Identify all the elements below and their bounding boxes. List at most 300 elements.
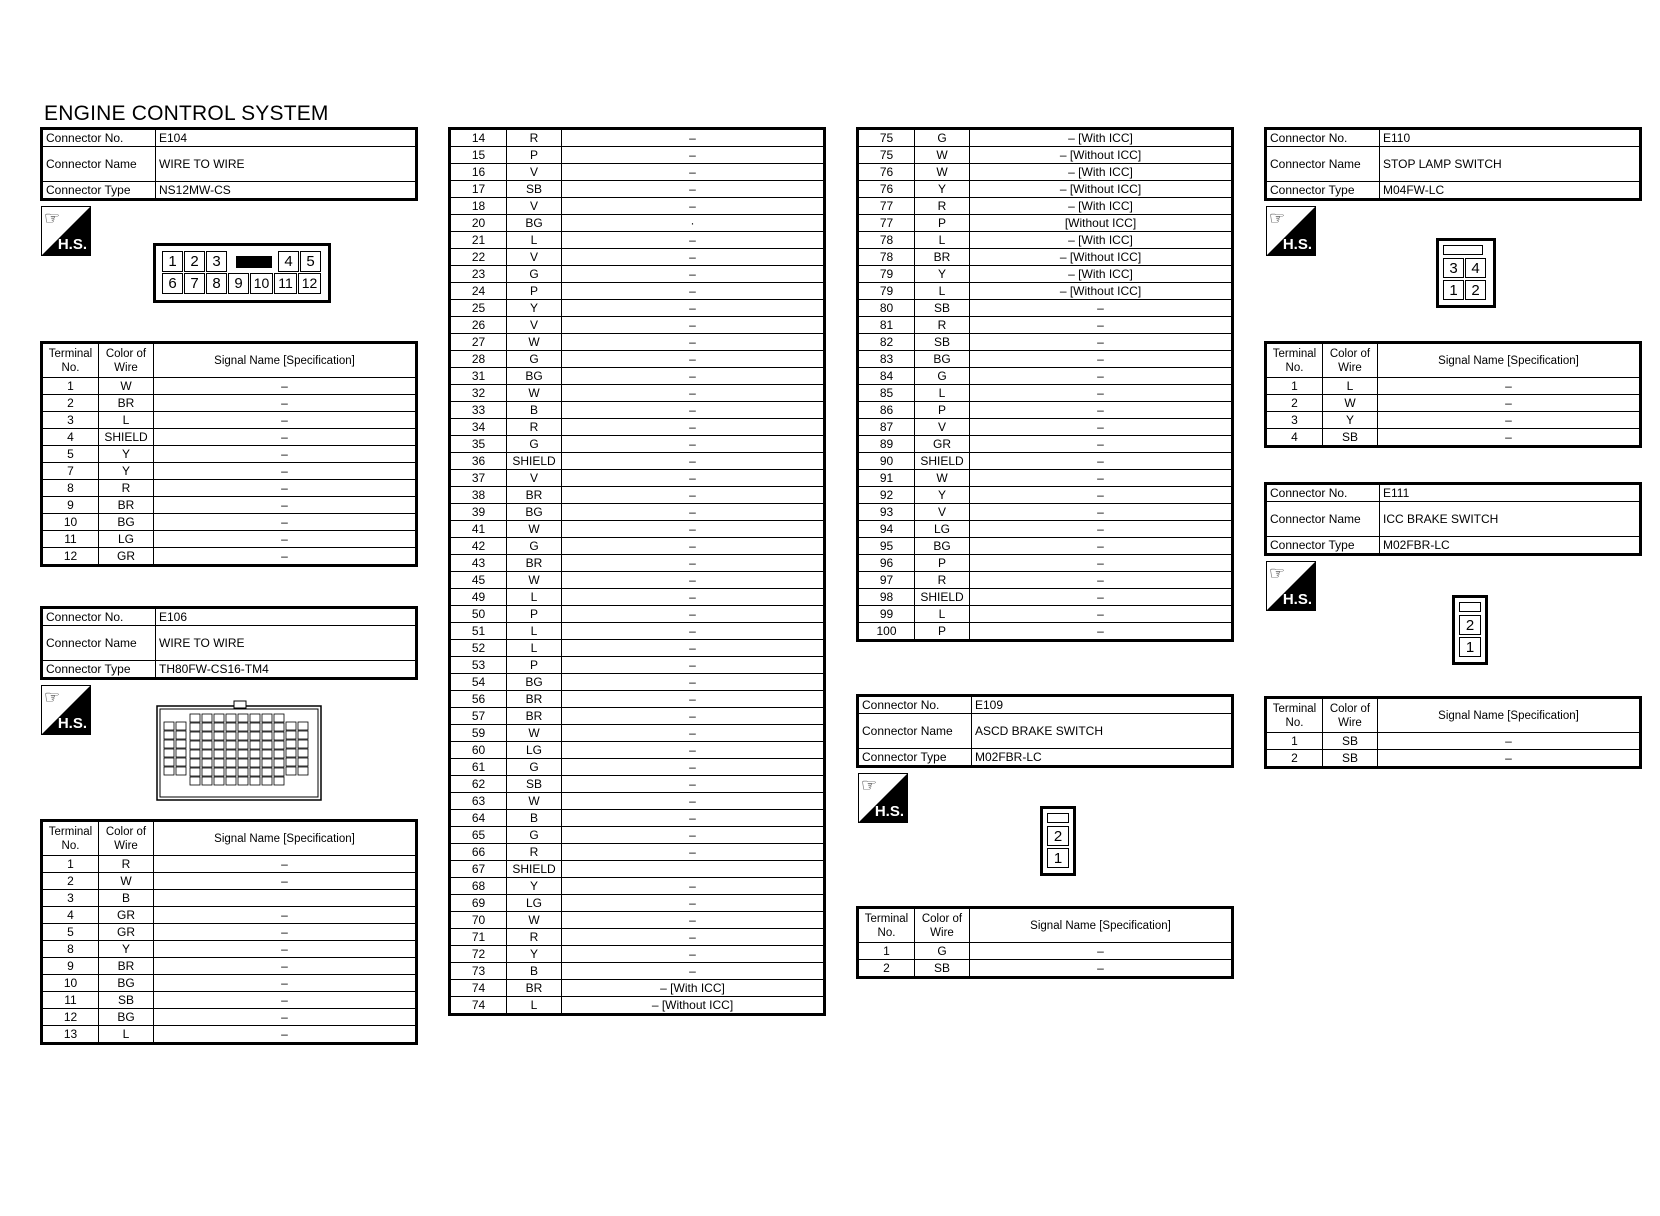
wire-color-cell: W [507,912,562,929]
terminal-no-cell: 35 [450,436,507,453]
terminal-no-header: Terminal No. [1266,343,1323,378]
wire-color-cell: G [507,351,562,368]
signal-name-cell: – [970,572,1233,589]
table-row [1266,429,1641,447]
terminal-no-cell: 14 [450,129,507,147]
signal-name-cell: – [562,283,825,300]
wire-color-cell: BR [507,555,562,572]
connector-no-value: E106 [156,608,417,626]
connector-type-value: TH80FW-CS16-TM4 [156,661,417,679]
signal-name-cell: – [1378,412,1641,429]
wire-color-cell: BG [915,538,970,555]
terminal-no-cell: 52 [450,640,507,657]
e106-terminal-table-continued-2 [856,127,1234,642]
signal-name-cell: – [562,725,825,742]
wire-color-cell: BG [99,1009,154,1026]
table-row [450,147,825,164]
wire-color-cell: W [507,334,562,351]
terminal-no-cell: 83 [858,351,915,368]
signal-name-cell: – [970,317,1233,334]
table-row [450,963,825,980]
terminal-no-cell: 27 [450,334,507,351]
terminal-no-cell: 4 [1266,429,1323,447]
table-row [450,640,825,657]
signal-name-cell: – [With ICC] [970,232,1233,249]
connector-type-label: Connector Type [858,749,972,767]
wire-color-cell: G [507,266,562,283]
table-row [42,924,417,941]
terminal-no-cell: 26 [450,317,507,334]
signal-name-cell: – [970,385,1233,402]
signal-name-cell: – [562,266,825,283]
terminal-no-cell: 20 [450,215,507,232]
signal-name-cell: – [Without ICC] [970,181,1233,198]
wire-color-cell: V [507,198,562,215]
signal-name-cell: – [562,521,825,538]
wire-color-cell: R [99,856,154,873]
connector-name-value: WIRE TO WIRE [156,626,417,661]
terminal-no-cell: 82 [858,334,915,351]
signal-name-cell: – [Without ICC] [970,249,1233,266]
e111-terminal-table [1264,696,1642,769]
terminal-no-cell: 54 [450,674,507,691]
table-row [450,589,825,606]
wire-color-cell: BG [99,975,154,992]
table-row [450,504,825,521]
signal-name-cell: – [970,419,1233,436]
signal-name-cell: – [1378,750,1641,768]
terminal-no-cell: 93 [858,504,915,521]
wire-color-cell: BG [915,351,970,368]
pin: 8 [206,273,227,294]
wire-color-cell: G [915,943,970,960]
wire-color-cell: G [507,827,562,844]
signal-name-cell: – [562,844,825,861]
signal-name-cell: – [562,181,825,198]
wire-color-cell: Y [99,941,154,958]
connector-type-label: Connector Type [1266,537,1380,555]
wire-color-cell: R [507,129,562,147]
table-row [450,606,825,623]
pin: 4 [278,251,299,272]
connector-name-value: ASCD BRAKE SWITCH [972,714,1233,749]
wire-color-cell: P [915,402,970,419]
signal-name-cell: – [154,497,417,514]
terminal-no-cell: 10 [42,514,99,531]
terminal-no-cell: 49 [450,589,507,606]
e104-terminal-table [40,341,418,567]
signal-name-cell: – [562,504,825,521]
terminal-no-cell: 99 [858,606,915,623]
pin: 12 [298,273,321,294]
wire-color-cell: SB [1323,733,1378,750]
terminal-no-cell: 3 [42,412,99,429]
terminal-no-cell: 9 [42,497,99,514]
signal-name-cell: – [154,992,417,1009]
pin: 11 [274,273,297,294]
key-block [236,256,272,268]
table-row [42,992,417,1009]
table-row [858,147,1233,164]
connector-no-value: E104 [156,129,417,147]
pin: 1 [1443,280,1464,300]
signal-name-cell: – [1378,378,1641,395]
signal-name-cell: – [970,402,1233,419]
terminal-no-cell: 79 [858,266,915,283]
pin: 1 [162,251,183,272]
terminal-no-cell: 77 [858,198,915,215]
terminal-no-cell: 85 [858,385,915,402]
terminal-no-cell: 68 [450,878,507,895]
table-row [42,446,417,463]
signal-name-header: Signal Name [Specification] [154,343,417,378]
e110-info-table [1264,127,1642,201]
terminal-no-cell: 86 [858,402,915,419]
terminal-no-cell: 1 [42,856,99,873]
wire-color-cell: LG [915,521,970,538]
table-row [450,810,825,827]
e106-info-table [40,606,418,680]
signal-name-cell: – [970,555,1233,572]
signal-name-cell: – [154,975,417,992]
table-row [450,300,825,317]
terminal-no-cell: 89 [858,436,915,453]
signal-name-cell: – [562,810,825,827]
wire-color-cell: BR [915,249,970,266]
signal-name-cell: – [154,463,417,480]
color-of-wire-header: Color of Wire [99,343,154,378]
signal-name-cell: – [970,351,1233,368]
table-row [858,521,1233,538]
terminal-no-cell: 79 [858,283,915,300]
pin: 1 [1047,848,1069,868]
terminal-no-cell: 22 [450,249,507,266]
table-row [450,555,825,572]
wire-color-cell: L [915,283,970,300]
wire-color-cell: Y [1323,412,1378,429]
terminal-no-cell: 11 [42,992,99,1009]
terminal-no-cell: 37 [450,470,507,487]
table-row [42,463,417,480]
wire-color-cell: P [507,606,562,623]
harness-side-icon: ☞ H.S. [41,206,91,256]
wire-color-cell: W [507,385,562,402]
terminal-no-cell: 3 [42,890,99,907]
terminal-no-cell: 45 [450,572,507,589]
terminal-no-cell: 72 [450,946,507,963]
e109-info-table [856,694,1234,768]
signal-name-cell: – [562,827,825,844]
table-row [858,589,1233,606]
signal-name-cell: – [With ICC] [970,164,1233,181]
wire-color-cell: SHIELD [507,861,562,878]
terminal-no-cell: 10 [42,975,99,992]
table-row [450,657,825,674]
wire-color-cell: V [507,317,562,334]
terminal-no-header: Terminal No. [1266,698,1323,733]
signal-name-cell: – [970,453,1233,470]
e109-connector-face [1040,806,1076,876]
terminal-no-cell: 41 [450,521,507,538]
signal-name-cell: – [970,521,1233,538]
connector-name-label: Connector Name [1266,147,1380,182]
wire-color-cell: G [507,436,562,453]
terminal-no-cell: 96 [858,555,915,572]
table-row [450,538,825,555]
terminal-no-cell: 91 [858,470,915,487]
signal-name-cell: – [562,946,825,963]
terminal-no-cell: 78 [858,249,915,266]
wire-color-cell: Y [507,878,562,895]
terminal-no-cell: 53 [450,657,507,674]
harness-side-icon: ☞ H.S. [1266,206,1316,256]
terminal-no-cell: 5 [42,924,99,941]
signal-name-cell: – [562,198,825,215]
signal-name-cell: · [562,215,825,232]
pin: 3 [206,251,227,272]
signal-name-cell: – [562,742,825,759]
connector-no-label: Connector No. [1266,484,1380,502]
connector-name-value: STOP LAMP SWITCH [1380,147,1641,182]
terminal-no-cell: 87 [858,419,915,436]
signal-name-cell: – [154,480,417,497]
wire-color-cell: GR [915,436,970,453]
terminal-no-cell: 60 [450,742,507,759]
terminal-no-cell: 98 [858,589,915,606]
terminal-no-cell: 24 [450,283,507,300]
color-of-wire-header: Color of Wire [99,821,154,856]
table-row [450,725,825,742]
wire-color-cell: W [99,873,154,890]
table-row [858,181,1233,198]
terminal-no-cell: 16 [450,164,507,181]
table-row [858,300,1233,317]
table-row [42,1026,417,1044]
terminal-no-cell: 61 [450,759,507,776]
table-row [450,572,825,589]
wire-color-cell: P [507,657,562,674]
table-row [450,895,825,912]
wire-color-cell: SB [915,334,970,351]
wire-color-cell: SB [99,992,154,1009]
connector-type-label: Connector Type [42,661,156,679]
wire-color-cell: Y [915,487,970,504]
table-row [858,232,1233,249]
table-row [858,385,1233,402]
signal-name-cell: – [Without ICC] [970,147,1233,164]
e110-connector-face [1436,238,1496,308]
connector-name-label: Connector Name [42,626,156,661]
wire-color-cell: SHIELD [915,589,970,606]
terminal-no-cell: 57 [450,708,507,725]
signal-name-cell: – [562,895,825,912]
table-row [450,844,825,861]
table-row [858,283,1233,300]
terminal-no-cell: 7 [42,463,99,480]
wire-color-cell: L [507,623,562,640]
terminal-no-cell: 51 [450,623,507,640]
wire-color-cell: R [507,844,562,861]
terminal-no-cell: 73 [450,963,507,980]
signal-name-header: Signal Name [Specification] [1378,698,1641,733]
connector-name-label: Connector Name [858,714,972,749]
hand-icon: ☞ [1269,563,1286,583]
wire-color-cell: L [915,232,970,249]
connector-no-label: Connector No. [42,129,156,147]
signal-name-cell: – [154,873,417,890]
signal-name-cell: – [970,300,1233,317]
wire-color-cell: SB [1323,750,1378,768]
e109-terminal-table [856,906,1234,979]
wire-color-cell: W [915,470,970,487]
table-row [858,436,1233,453]
wire-color-cell: Y [99,463,154,480]
wire-color-cell: SB [915,300,970,317]
color-of-wire-header: Color of Wire [1323,698,1378,733]
signal-name-cell: – [562,129,825,147]
pin: 2 [1459,615,1481,635]
connector-type-label: Connector Type [1266,182,1380,200]
terminal-no-cell: 70 [450,912,507,929]
wire-color-cell: SB [1323,429,1378,447]
table-row [450,351,825,368]
wire-color-cell: GR [99,548,154,566]
table-row [450,827,825,844]
signal-name-cell: – [562,776,825,793]
table-row [858,351,1233,368]
pin: 2 [1047,826,1069,846]
terminal-no-cell: 39 [450,504,507,521]
terminal-no-cell: 75 [858,147,915,164]
terminal-no-cell: 100 [858,623,915,641]
terminal-no-header: Terminal No. [858,908,915,943]
e104-connector-face [153,243,331,303]
signal-name-cell: – [562,487,825,504]
wire-color-cell: L [915,606,970,623]
signal-name-cell: – [562,929,825,946]
table-row [42,531,417,548]
wire-color-cell: BG [507,504,562,521]
wire-color-cell: B [99,890,154,907]
signal-name-cell: – [562,300,825,317]
wire-color-cell: BR [507,708,562,725]
connector-name-value: ICC BRAKE SWITCH [1380,502,1641,537]
wire-color-cell: SB [915,960,970,978]
table-row [858,555,1233,572]
wire-color-cell: BR [99,958,154,975]
terminal-no-cell: 76 [858,181,915,198]
terminal-no-cell: 2 [1266,395,1323,412]
table-row [450,742,825,759]
signal-name-cell: – [562,657,825,674]
signal-name-cell: – [Without ICC] [970,283,1233,300]
connector-name-value: WIRE TO WIRE [156,147,417,182]
signal-name-header: Signal Name [Specification] [970,908,1233,943]
signal-name-cell: – [562,674,825,691]
signal-name-cell: – [154,924,417,941]
connector-no-label: Connector No. [858,696,972,714]
e106-terminal-table [40,819,418,1045]
table-row [42,873,417,890]
signal-name-cell: – [562,147,825,164]
signal-name-cell: – [970,960,1233,978]
terminal-no-cell: 94 [858,521,915,538]
terminal-no-cell: 42 [450,538,507,555]
table-row [42,1009,417,1026]
terminal-no-cell: 15 [450,147,507,164]
wire-color-cell: P [915,215,970,232]
table-row [858,943,1233,960]
e111-connector-face [1452,595,1488,665]
wire-color-cell: L [507,232,562,249]
terminal-no-cell: 38 [450,487,507,504]
table-row [42,497,417,514]
signal-name-cell: – [970,487,1233,504]
harness-side-icon: ☞ H.S. [1266,561,1316,611]
signal-name-cell: – [562,708,825,725]
table-row [450,249,825,266]
table-row [858,419,1233,436]
connector-no-value: E111 [1380,484,1641,502]
wire-color-cell: GR [99,924,154,941]
connector-type-value: M02FBR-LC [1380,537,1641,555]
terminal-no-cell: 76 [858,164,915,181]
pin-slot [1443,245,1483,255]
signal-name-cell: – [970,504,1233,521]
wire-color-cell: Y [915,266,970,283]
wire-color-cell: V [507,164,562,181]
wire-color-cell: W [507,521,562,538]
signal-name-cell: – [With ICC] [970,266,1233,283]
signal-name-cell: – [562,878,825,895]
terminal-no-cell: 97 [858,572,915,589]
hand-icon: ☞ [44,687,61,707]
wire-color-cell: W [915,164,970,181]
table-row [858,368,1233,385]
terminal-no-cell: 9 [42,958,99,975]
pin: 1 [1459,637,1481,657]
table-row [450,521,825,538]
signal-name-cell: – [562,606,825,623]
table-row [858,317,1233,334]
signal-name-cell: – [562,419,825,436]
signal-name-cell: – [562,232,825,249]
table-row [450,674,825,691]
pin: 9 [228,273,249,294]
signal-name-cell: – [154,958,417,975]
wire-color-cell: V [507,249,562,266]
pin: 2 [184,251,205,272]
table-row [858,538,1233,555]
terminal-no-cell: 77 [858,215,915,232]
wire-color-cell: Y [99,446,154,463]
connector-no-label: Connector No. [1266,129,1380,147]
signal-name-cell: – [154,514,417,531]
table-row [858,215,1233,232]
wire-color-cell: L [915,385,970,402]
signal-name-cell: – [562,317,825,334]
terminal-no-cell: 8 [42,480,99,497]
table-row [450,861,825,878]
terminal-no-cell: 1 [1266,378,1323,395]
table-row [858,266,1233,283]
table-row [858,249,1233,266]
terminal-no-cell: 2 [42,873,99,890]
signal-name-cell: – [154,531,417,548]
signal-name-cell: – [970,538,1233,555]
wire-color-cell: BG [507,674,562,691]
terminal-no-cell: 12 [42,1009,99,1026]
